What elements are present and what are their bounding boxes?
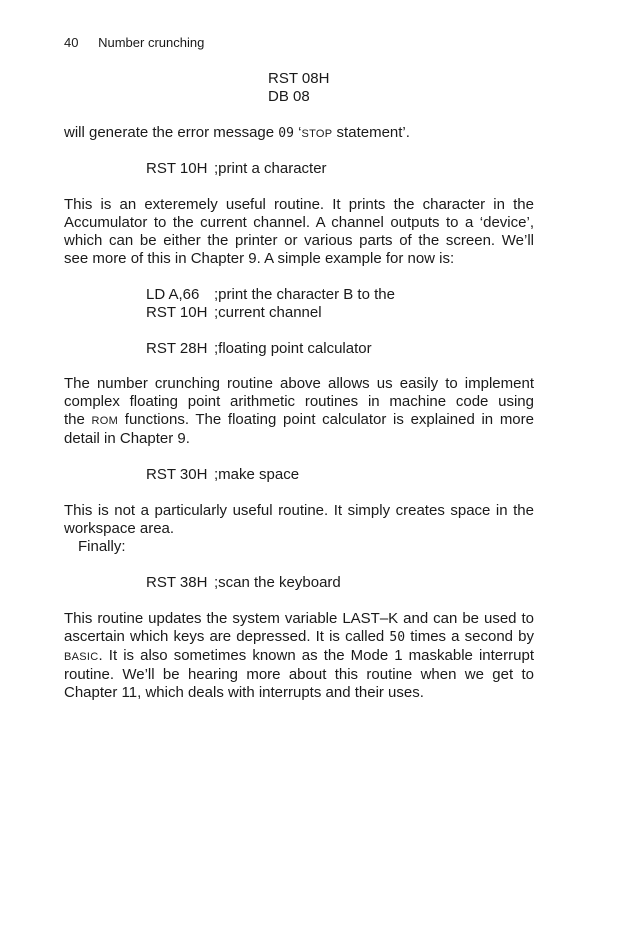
code-op: RST 38H [146, 574, 208, 591]
code-comment: ;scan the keyboard [214, 574, 341, 591]
smallcaps-keyword: ROM [91, 415, 119, 427]
error-code: 09 [278, 126, 294, 141]
text-line: workspace area. [64, 520, 175, 537]
text-line: This routine updates the system variable LAST–K and can be used to [64, 610, 534, 627]
paragraph-number-crunching [64, 375, 534, 448]
page-header [64, 35, 204, 50]
text-line: which can be either the printer or various parts of the screen. We’ll [64, 232, 534, 249]
paragraph-scan-keyboard [64, 610, 534, 702]
text-span: ascertain which keys are depressed. It is called [64, 628, 390, 645]
paragraph-make-space [64, 502, 534, 556]
text-line: Finally: [78, 538, 126, 555]
rst-30h-code [146, 466, 299, 484]
code-op: RST 30H [146, 466, 208, 483]
text-span: times a second by [405, 628, 534, 645]
text-line: Chapter 11, which deals with interrupts and their uses. [64, 684, 424, 701]
smallcaps-keyword: STOP [301, 128, 333, 140]
code-comment: ;print a character [214, 160, 327, 177]
code-comment: ;floating point calculator [214, 340, 372, 357]
text-line: routine. We’ll be hearing more about this routine when we get to [64, 666, 534, 683]
code-line: DB 08 [268, 88, 310, 105]
text-line: detail in Chapter 9. [64, 430, 190, 447]
text-line: This is an exteremely useful routine. It prints the character in the [64, 196, 534, 213]
text-span: will generate the error message [64, 124, 279, 141]
code-op: RST 28H [146, 340, 208, 357]
code-op: LD A,66 [146, 286, 200, 303]
number-span: 50 [389, 630, 406, 645]
code-comment: ;make space [214, 466, 300, 483]
text-span: . It is also sometimes known as the Mode 1 maskable interrupt [98, 647, 534, 664]
text-line: This is not a particularly useful routine. It simply creates space in the [64, 502, 534, 519]
rst-10h-code [146, 160, 327, 178]
error-sentence [64, 124, 534, 143]
example-code [146, 286, 395, 322]
code-line: RST 08H [268, 70, 330, 87]
rst-08h-code [268, 70, 329, 106]
code-comment: ;print the character B to the [214, 286, 395, 303]
text-span: ‘ [293, 124, 302, 141]
rst-28h-code [146, 340, 372, 358]
text-span: the [64, 411, 92, 428]
smallcaps-keyword: BASIC [64, 651, 99, 663]
code-comment: ;current channel [214, 304, 322, 321]
paragraph-useful-routine [64, 196, 534, 268]
code-op: RST 10H [146, 160, 208, 177]
text-line: Accumulator to the current channel. A channel outputs to a ‘device’, [64, 214, 534, 231]
text-line: complex floating point arithmetic routines in machine code using [64, 393, 534, 410]
running-title: Number crunching [98, 35, 205, 50]
text-span: functions. The floating point calculator is explained in more [118, 411, 534, 428]
rst-38h-code [146, 574, 341, 592]
text-span: statement’. [332, 124, 410, 141]
code-op: RST 10H [146, 304, 208, 321]
page-number: 40 [64, 35, 79, 50]
text-line: see more of this in Chapter 9. A simple example for now is: [64, 250, 455, 267]
text-line: The number crunching routine above allows us easily to implement [64, 375, 534, 392]
